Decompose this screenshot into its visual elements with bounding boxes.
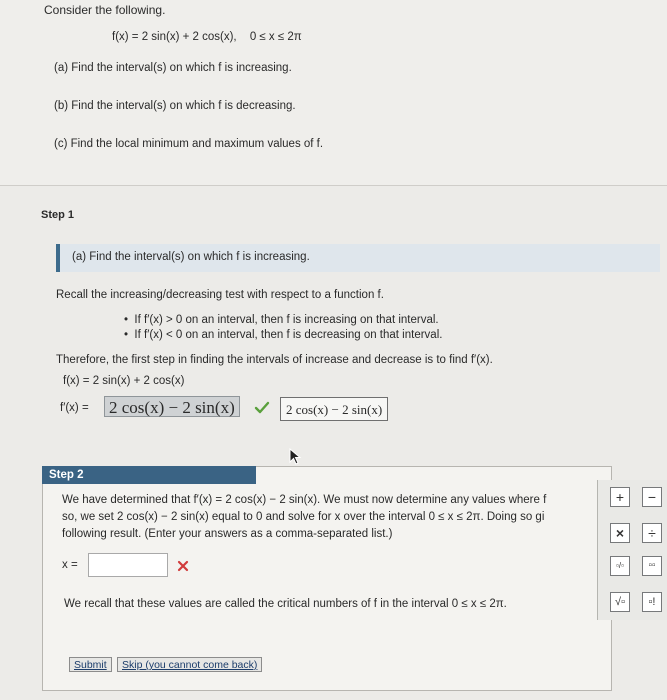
fraction-key[interactable]: ▫/▫ [610, 556, 630, 576]
step2-label: Step 2 [42, 466, 256, 484]
step1-label: Step 1 [41, 209, 75, 221]
section-divider [0, 185, 667, 186]
critical-numbers-input[interactable] [88, 553, 168, 577]
sqrt-key[interactable]: √▫ [610, 592, 630, 612]
problem-function [112, 31, 302, 43]
math-keypad [597, 480, 667, 620]
bullet-decreasing: • If f′(x) < 0 on an interval, then f is decreasing on that interval. [124, 329, 443, 341]
multiply-key[interactable]: × [610, 523, 630, 543]
step1-banner [56, 244, 660, 272]
step1-banner-text: (a) Find the interval(s) on which f is increasing. [72, 251, 310, 263]
exponent-key[interactable]: ▫▫ [642, 556, 662, 576]
problem-statement [0, 0, 667, 185]
therefore-text: Therefore, the first step in finding the intervals of increase and decrease is to find f′(x). [56, 354, 493, 366]
step2-text-line2: so, we set 2 cos(x) − 2 sin(x) equal to 0 and solve for x over the interval 0 ≤ x ≤ 2π. Doing so gi [62, 511, 545, 523]
checkmark-icon [254, 401, 270, 415]
bullet-dot-icon: • [124, 329, 135, 341]
fprime-label: f′(x) = [60, 402, 89, 414]
factorial-key[interactable]: ▫! [642, 592, 662, 612]
bullet-dot-icon: • [124, 314, 135, 326]
student-derivative-answer[interactable]: 2 cos(x) − 2 sin(x) [104, 396, 240, 417]
step2-text-line3: following result. (Enter your answers as a comma-separated list.) [62, 528, 393, 540]
function-domain: 0 ≤ x ≤ 2π [249, 31, 302, 43]
fx-line: f(x) = 2 sin(x) + 2 cos(x) [63, 375, 185, 387]
step2-text-line1: We have determined that f′(x) = 2 cos(x) − 2 sin(x). We must now determine any values where f [62, 494, 547, 506]
skip-button[interactable]: Skip (you cannot come back) [117, 657, 262, 672]
plus-key[interactable]: + [610, 487, 630, 507]
recall-text: Recall the increasing/decreasing test with respect to a function f. [56, 289, 384, 301]
critical-numbers-note: We recall that these values are called the critical numbers of f in the interval 0 ≤ x ≤ 2π. [64, 598, 507, 610]
correct-derivative-answer: 2 cos(x) − 2 sin(x) [280, 397, 388, 421]
part-a-text: (a) Find the interval(s) on which f is increasing. [54, 62, 292, 74]
x-label: x = [62, 559, 78, 571]
function-definition: f(x) = 2 sin(x) + 2 cos(x), [112, 31, 237, 43]
incorrect-x-icon [177, 560, 189, 572]
divide-key[interactable]: ÷ [642, 523, 662, 543]
mouse-pointer-icon [289, 448, 303, 466]
part-b-text: (b) Find the interval(s) on which f is decreasing. [54, 100, 296, 112]
bullet-increasing: • If f′(x) > 0 on an interval, then f is increasing on that interval. [124, 314, 439, 326]
part-c-text: (c) Find the local minimum and maximum values of f. [54, 138, 324, 150]
submit-button[interactable]: Submit [69, 657, 112, 672]
problem-intro: Consider the following. [44, 3, 166, 17]
minus-key[interactable]: − [642, 487, 662, 507]
